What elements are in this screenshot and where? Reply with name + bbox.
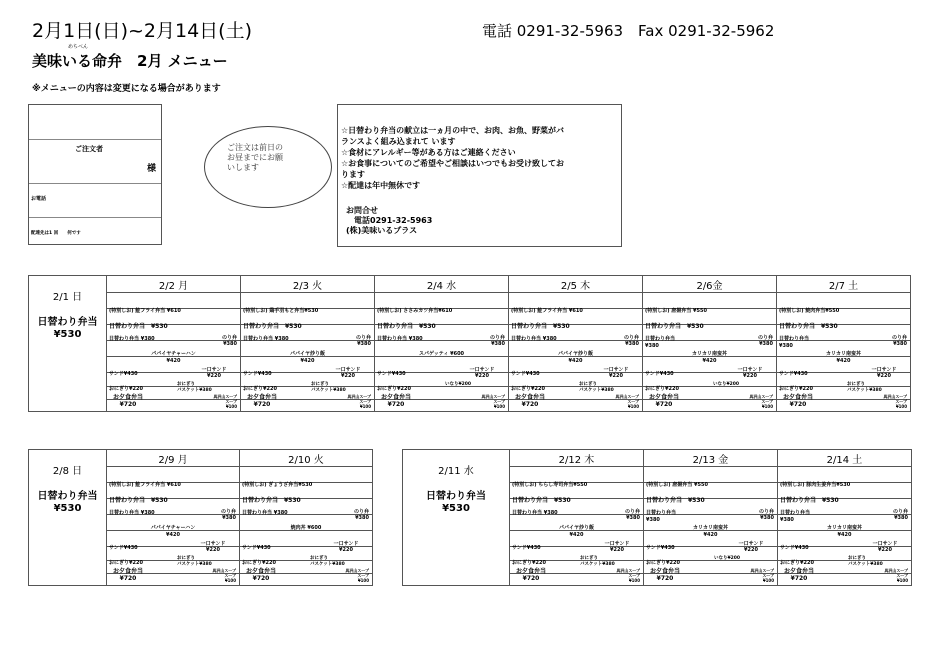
nori-right: のり弁 ¥380 bbox=[892, 508, 908, 521]
fourth-item: パパイヤ炒り飯 ¥420 bbox=[557, 350, 593, 364]
onigiri-right: おにぎり バスケット¥380 bbox=[579, 381, 614, 393]
left-column bbox=[29, 276, 107, 412]
day-header: 2/3 火 bbox=[241, 276, 375, 293]
fourth-item: 焼肉丼 ¥600 bbox=[290, 524, 322, 531]
onigiri-right: おにぎり バスケット¥380 bbox=[310, 555, 345, 567]
daily-item: 日替わり弁当 ¥530 bbox=[377, 322, 436, 330]
delivery-label: 配達先は1 回 何です bbox=[31, 231, 81, 236]
onigiri-right: おにぎり バスケット¥380 bbox=[177, 555, 212, 567]
page-title: 2月1日(日)~2月14日(土) bbox=[32, 20, 253, 42]
fourth-item: カリカリ南蛮丼 ¥420 bbox=[826, 350, 861, 364]
fourth-cell bbox=[240, 515, 373, 531]
onigiri-item: おにぎり¥220 bbox=[243, 385, 277, 392]
fourth-item: カリカリ南蛮丼 ¥420 bbox=[827, 524, 862, 538]
sand-right: 一口サンド ¥220 bbox=[738, 540, 764, 553]
sand-right: 一口サンド ¥220 bbox=[200, 540, 226, 553]
special-item: (特別しお) 焼肉弁当¥550 bbox=[779, 307, 840, 314]
left-date: 2/11 水 bbox=[438, 466, 474, 477]
daily-item: 日替わり弁当 ¥530 bbox=[512, 496, 571, 504]
special-cell bbox=[107, 467, 240, 488]
sand-item: サンド¥430 bbox=[780, 544, 809, 551]
special-item: (特別しお) 鮭フライ弁当 ¥610 bbox=[109, 307, 181, 314]
onigiri-item: おにぎり¥220 bbox=[780, 559, 814, 566]
nori-left: 日替わり弁当 ¥380 bbox=[377, 335, 423, 342]
dinner-item: お夕食弁当 ¥720 bbox=[247, 394, 278, 408]
special-cell bbox=[510, 467, 644, 488]
dinner-item: お夕食弁当 ¥720 bbox=[784, 568, 815, 582]
fourth-cell bbox=[107, 341, 241, 364]
special-item: (特別しお) 鮭フライ弁当 ¥610 bbox=[109, 481, 181, 488]
daily-item: 日替わり弁当 ¥530 bbox=[511, 322, 570, 330]
fourth-item: スパゲッティ ¥600 bbox=[418, 350, 465, 357]
change-note: ※メニューの内容は変更になる場合があります bbox=[32, 84, 221, 94]
daily-item: 日替わり弁当 ¥530 bbox=[646, 496, 705, 504]
sand-item: サンド¥430 bbox=[243, 370, 272, 377]
onigiri-right: いなり¥200 bbox=[713, 381, 740, 387]
special-item: (特別しお) 鮭フライ弁当 ¥610 bbox=[511, 307, 583, 314]
phone-label: お電話 bbox=[31, 196, 47, 202]
dinner-item: お夕食弁当 ¥720 bbox=[649, 394, 680, 408]
sand-cell bbox=[375, 357, 509, 379]
nori-left: 日替わり弁当 ¥380 bbox=[511, 335, 557, 342]
onigiri-right: おにぎり バスケット¥380 bbox=[311, 381, 346, 393]
daily-item: 日替わり弁当 ¥530 bbox=[242, 496, 301, 504]
daily-item: 日替わり弁当 ¥530 bbox=[109, 496, 168, 504]
nori-left: 日替わり弁当 ¥380 bbox=[512, 509, 558, 516]
onigiri-item: おにぎり¥220 bbox=[779, 385, 813, 392]
menu-subtitle-text: 美味いる命弁 2月 メニュー bbox=[32, 52, 228, 70]
day-header: 2/12 木 bbox=[510, 450, 644, 467]
special-cell bbox=[778, 467, 912, 488]
fourth-cell bbox=[107, 515, 240, 538]
day-header: 2/14 土 bbox=[778, 450, 912, 467]
fourth-item: パパイヤチャーハン ¥420 bbox=[150, 524, 196, 538]
special-cell bbox=[644, 467, 778, 488]
sand-right: 一口サンド ¥220 bbox=[604, 540, 630, 553]
nori-right: のり弁 ¥380 bbox=[891, 334, 907, 347]
day-header: 2/6金 bbox=[643, 276, 777, 293]
day-header: 2/13 金 bbox=[644, 450, 778, 467]
week1-table bbox=[28, 275, 911, 412]
left-bento: 日替わり弁当 ¥530 bbox=[426, 491, 486, 514]
sand-item: サンド¥430 bbox=[646, 544, 675, 551]
dinner-item: お夕食弁当 ¥720 bbox=[783, 394, 814, 408]
sand-item: サンド¥430 bbox=[779, 370, 808, 377]
dinner-item: お夕食弁当 ¥720 bbox=[650, 568, 681, 582]
onigiri-right: いなり¥200 bbox=[445, 381, 472, 387]
orderer-label: ご注文者 bbox=[75, 145, 103, 153]
subtitle-ruby: めちべん bbox=[68, 44, 89, 50]
dinner-item: お夕食弁当 ¥720 bbox=[246, 568, 277, 582]
soup-item: 具沢山スープ スープ ¥100 bbox=[884, 568, 908, 583]
dinner-item: お夕食弁当 ¥720 bbox=[113, 568, 144, 582]
dinner-item: お夕食弁当 ¥720 bbox=[381, 394, 412, 408]
onigiri-item: おにぎり¥220 bbox=[646, 559, 680, 566]
fourth-item: カリカリ南蛮丼 ¥420 bbox=[693, 524, 728, 538]
nori-left: 日替わり弁当 ¥380 bbox=[242, 509, 288, 516]
info-contact: お問合せ 電話0291-32-5963 (株)美味いるプラス bbox=[346, 206, 433, 235]
info-box bbox=[337, 104, 622, 247]
nori-left: 日替わり弁当 ¥380 bbox=[645, 335, 676, 349]
week2b-table bbox=[402, 449, 912, 586]
sand-item: サンド¥430 bbox=[377, 370, 406, 377]
special-cell bbox=[777, 293, 911, 314]
sand-cell bbox=[240, 531, 373, 553]
special-item: (特別しお) 唐揚弁当 ¥550 bbox=[645, 307, 707, 314]
special-item: (特別しお) ぎょうざ弁当¥530 bbox=[242, 481, 313, 488]
onigiri-item: おにぎり¥220 bbox=[109, 559, 143, 566]
special-cell bbox=[107, 293, 241, 314]
sand-item: サンド¥430 bbox=[645, 370, 674, 377]
onigiri-item: おにぎり¥220 bbox=[645, 385, 679, 392]
special-item: (特別しお) ちらし寿司弁当¥550 bbox=[512, 481, 588, 488]
special-item: (特別しお) 唐揚弁当 ¥550 bbox=[646, 481, 708, 488]
day-header: 2/5 木 bbox=[509, 276, 643, 293]
fourth-cell bbox=[510, 515, 644, 538]
daily-item: 日替わり弁当 ¥530 bbox=[645, 322, 704, 330]
dinner-item: お夕食弁当 ¥720 bbox=[516, 568, 547, 582]
nori-right: のり弁 ¥380 bbox=[757, 334, 773, 347]
day-header: 2/9 月 bbox=[107, 450, 240, 467]
soup-item: 具沢山スープ スープ ¥100 bbox=[883, 394, 907, 409]
onigiri-item: おにぎり¥220 bbox=[511, 385, 545, 392]
soup-item: 具沢山スープ スープ ¥100 bbox=[616, 568, 640, 583]
fourth-item: カリカリ南蛮丼 ¥420 bbox=[692, 350, 727, 364]
contact-info: 電話 0291-32-5963 Fax 0291-32-5962 bbox=[482, 22, 775, 40]
day-header: 2/7 土 bbox=[777, 276, 911, 293]
sama-label: 様 bbox=[147, 164, 157, 174]
nori-right: のり弁 ¥380 bbox=[355, 334, 371, 347]
sand-right: 一口サンド ¥220 bbox=[871, 366, 897, 379]
week2a-table bbox=[28, 449, 373, 586]
nori-left: 日替わり弁当 ¥380 bbox=[779, 335, 810, 349]
dinner-item: お夕食弁当 ¥720 bbox=[515, 394, 546, 408]
nori-right: のり弁 ¥380 bbox=[220, 508, 236, 521]
sand-item: サンド¥430 bbox=[242, 544, 271, 551]
soup-item: 具沢山スープ スープ ¥100 bbox=[212, 568, 236, 583]
special-item: (特別しお) ささみカツ弁当¥610 bbox=[377, 307, 453, 314]
onigiri-item: おにぎり¥220 bbox=[109, 385, 143, 392]
sand-item: サンド¥430 bbox=[511, 370, 540, 377]
onigiri-right: おにぎり バスケット¥380 bbox=[177, 381, 212, 393]
soup-item: 具沢山スープ スープ ¥100 bbox=[347, 394, 371, 409]
nori-left: 日替わり弁当 ¥380 bbox=[243, 335, 289, 342]
soup-item: 具沢山スープ スープ ¥100 bbox=[749, 394, 773, 409]
onigiri-item: おにぎり¥220 bbox=[512, 559, 546, 566]
fourth-item: パパイヤチャーハン ¥420 bbox=[151, 350, 196, 364]
onigiri-right: おにぎり バスケット¥380 bbox=[580, 555, 615, 567]
nori-left: 日替わり弁当 ¥380 bbox=[109, 509, 155, 516]
special-cell bbox=[643, 293, 777, 314]
nori-right: のり弁 ¥380 bbox=[758, 508, 774, 521]
left-column bbox=[29, 450, 107, 586]
special-cell bbox=[240, 467, 373, 488]
soup-item: 具沢山スープ スープ ¥100 bbox=[481, 394, 505, 409]
daily-item: 日替わり弁当 ¥530 bbox=[109, 322, 168, 330]
deadline-text: ご注文は前日の お昼までにお願 いします bbox=[227, 143, 283, 172]
deadline-bubble bbox=[204, 126, 332, 208]
sand-right: 一口サンド ¥220 bbox=[872, 540, 898, 553]
sand-right: 一口サンド ¥220 bbox=[603, 366, 629, 379]
daily-item: 日替わり弁当 ¥530 bbox=[780, 496, 839, 504]
special-item: (特別しお) 豚肉生姜弁当¥530 bbox=[780, 481, 851, 488]
order-form bbox=[28, 104, 162, 245]
soup-item: 具沢山スープ スープ ¥100 bbox=[615, 394, 639, 409]
left-column bbox=[403, 450, 510, 586]
left-date: 2/8 日 bbox=[52, 466, 83, 477]
nori-right: のり弁 ¥380 bbox=[489, 334, 505, 347]
fourth-cell bbox=[241, 341, 375, 364]
menu-subtitle bbox=[32, 44, 228, 71]
nori-left: 日替わり弁当 ¥380 bbox=[646, 509, 677, 523]
dinner-item: お夕食弁当 ¥720 bbox=[113, 394, 144, 408]
nori-right: のり弁 ¥380 bbox=[623, 334, 639, 347]
soup-item: 具沢山スープ スープ ¥100 bbox=[750, 568, 774, 583]
info-lines: ☆日替わり弁当の献立は一ヵ月の中で、お肉、お魚、野菜がバ ランスよく組み込まれて います ☆食材にアレルギー等がある方はご連絡ください ☆お食事についてのご希望やご相談はいつでもお受け致してお ります ☆配達は年中無休です bbox=[341, 126, 565, 190]
onigiri-item: おにぎり¥220 bbox=[242, 559, 276, 566]
special-item: (特別しお) 鶏手羽もと弁当¥530 bbox=[243, 307, 319, 314]
nori-right: のり弁 ¥380 bbox=[221, 334, 237, 347]
sand-right: 一口サンド ¥220 bbox=[335, 366, 361, 379]
left-bento: 日替わり弁当 ¥530 bbox=[37, 317, 98, 340]
fourth-item: パパイヤ炒り飯 ¥420 bbox=[558, 524, 594, 538]
sand-right: 一口サンド ¥220 bbox=[469, 366, 495, 379]
fourth-item: パパイヤ炒り飯 ¥420 bbox=[289, 350, 325, 364]
fourth-cell bbox=[375, 341, 509, 357]
special-cell bbox=[509, 293, 643, 314]
sand-right: 一口サンド ¥220 bbox=[737, 366, 763, 379]
day-header: 2/2 月 bbox=[107, 276, 241, 293]
sand-item: サンド¥430 bbox=[512, 544, 541, 551]
nori-right: のり弁 ¥380 bbox=[624, 508, 640, 521]
sand-right: 一口サンド ¥220 bbox=[201, 366, 227, 379]
onigiri-right: おにぎり バスケット¥380 bbox=[848, 555, 883, 567]
nori-left: 日替わり弁当 ¥380 bbox=[780, 509, 811, 523]
onigiri-right: おにぎり バスケット¥380 bbox=[847, 381, 882, 393]
sand-item: サンド¥430 bbox=[109, 544, 138, 551]
special-cell bbox=[241, 293, 375, 314]
daily-item: 日替わり弁当 ¥530 bbox=[779, 322, 838, 330]
day-header: 2/4 水 bbox=[375, 276, 509, 293]
sand-right: 一口サンド ¥220 bbox=[333, 540, 359, 553]
onigiri-item: おにぎり¥220 bbox=[377, 385, 411, 392]
fourth-cell bbox=[509, 341, 643, 364]
special-cell bbox=[375, 293, 509, 314]
soup-item: 具沢山スープ スープ ¥100 bbox=[345, 568, 369, 583]
daily-item: 日替わり弁当 ¥530 bbox=[243, 322, 302, 330]
nori-left: 日替わり弁当 ¥380 bbox=[109, 335, 155, 342]
left-bento: 日替わり弁当 ¥530 bbox=[37, 491, 98, 514]
left-date: 2/1 日 bbox=[52, 292, 83, 303]
day-header: 2/10 火 bbox=[240, 450, 373, 467]
nori-right: のり弁 ¥380 bbox=[353, 508, 369, 521]
soup-item: 具沢山スープ スープ ¥100 bbox=[213, 394, 237, 409]
sand-item: サンド¥430 bbox=[109, 370, 138, 377]
onigiri-right: いなり¥200 bbox=[714, 555, 741, 561]
